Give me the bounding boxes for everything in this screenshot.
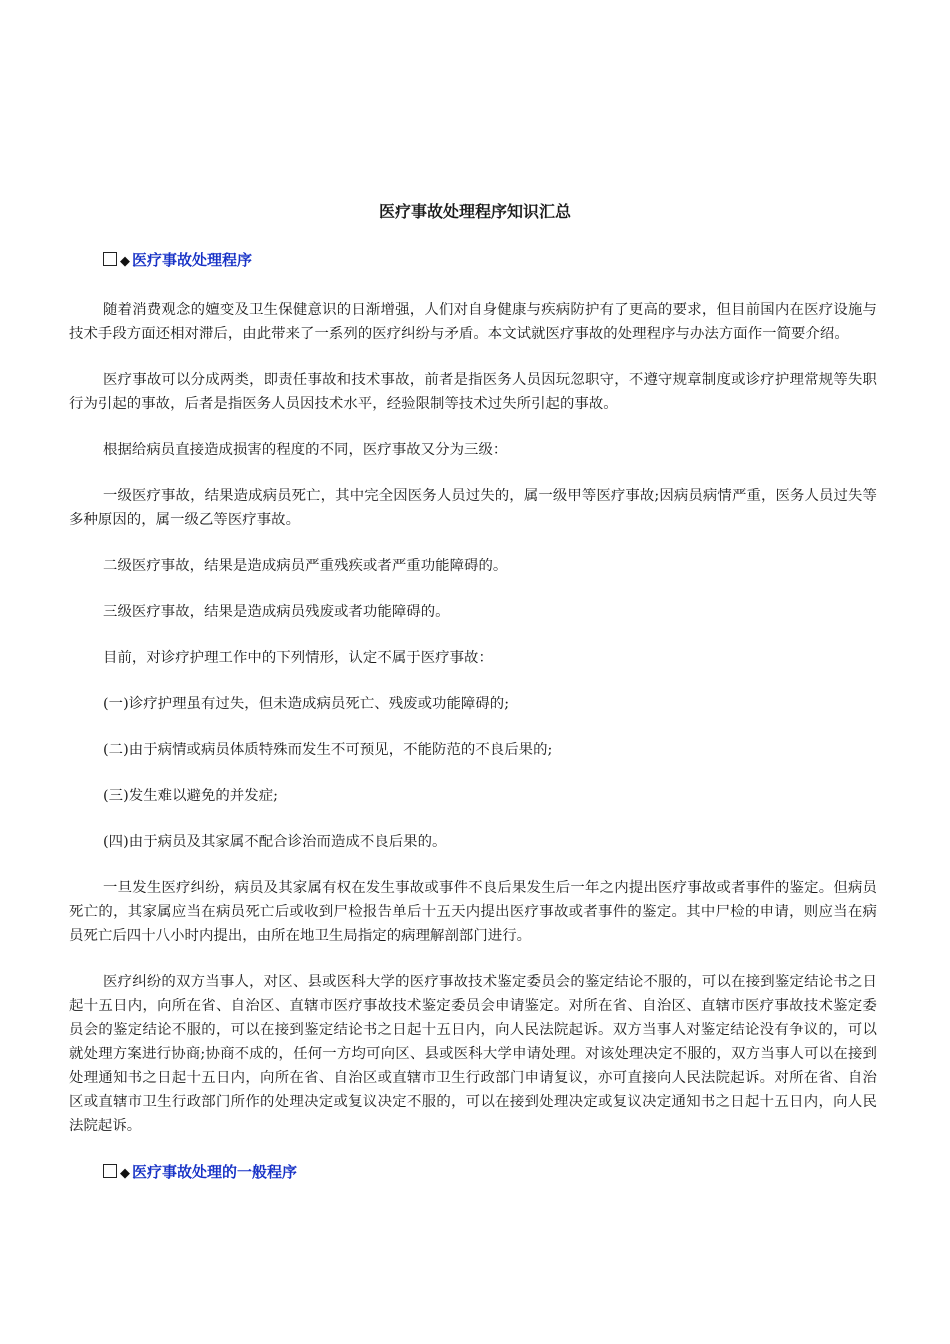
- section-heading-link[interactable]: 医疗事故处理程序: [132, 251, 253, 269]
- checkbox-square-icon: [103, 252, 117, 266]
- diamond-bullet-icon: ◆: [120, 254, 130, 269]
- paragraph: 随着消费观念的嬗变及卫生保健意识的日渐增强，人们对自身健康与疾病防护有了更高的要求，但目前国内在医疗设施与技术手段方面还相对滞后，由此带来了一系列的医疗纠纷与矛盾。本文试就医疗事故的处理程序与办法方面作一简要介绍。: [69, 302, 877, 342]
- paragraph: 一旦发生医疗纠纷，病员及其家属有权在发生事故或事件不良后果发生后一年之内提出医疗事故或者事件的鉴定。但病员死亡的，其家属应当在病员死亡后或收到尸检报告单后十五天内提出医疗事故或者事件的鉴定。其中尸检的申请，则应当在病员死亡后四十八小时内提出，由所在地卫生局指定的病理解剖部门进行。: [69, 880, 877, 944]
- section-heading: [69, 1160, 877, 1186]
- checkbox-square-icon: [103, 1164, 117, 1178]
- paragraph: 目前，对诊疗护理工作中的下列情形，认定不属于医疗事故：: [103, 650, 493, 666]
- diamond-bullet-icon: ◆: [120, 1166, 130, 1181]
- paragraph: 二级医疗事故，结果是造成病员严重残疾或者严重功能障碍的。: [103, 558, 508, 574]
- paragraph: 医疗纠纷的双方当事人，对区、县或医科大学的医疗事故技术鉴定委员会的鉴定结论不服的，可以在接到鉴定结论书之日起十五日内，向所在省、自治区、直辖市医疗事故技术鉴定委员会申请鉴定。对所在省、自治区、直辖市医疗事故技术鉴定委员会的鉴定结论不服的，可以在接到鉴定结论书之日起十五日内，向人民法院起诉。双方当事人对鉴定结论没有争议的，可以就处理方案进行协商;协商不成的，任何一方均可向区、县或医科大学申请处理。对该处理决定不服的，双方当事人可以在接到处理通知书之日起十五日内，向所在省、自治区或直辖市卫生行政部门申请复议，亦可直接向人民法院起诉。对所在省、自治区或直辖市卫生行政部门所作的处理决定或复议决定不服的，可以在接到处理决定或复议决定通知书之日起十五日内，向人民法院起诉。: [69, 974, 877, 1134]
- list-item: (四)由于病员及其家属不配合诊治而造成不良后果的。: [103, 834, 447, 850]
- document-body: [69, 248, 877, 1210]
- paragraph: 一级医疗事故，结果造成病员死亡，其中完全因医务人员过失的，属一级甲等医疗事故;因病员病情严重，医务人员过失等多种原因的，属一级乙等医疗事故。: [69, 488, 877, 528]
- document-title: 医疗事故处理程序知识汇总: [378, 202, 571, 221]
- paragraph: 三级医疗事故，结果是造成病员残废或者功能障碍的。: [103, 604, 450, 620]
- list-item: (三)发生难以避免的并发症;: [103, 788, 279, 804]
- section-heading-link[interactable]: 医疗事故处理的一般程序: [132, 1163, 298, 1181]
- paragraph: 根据给病员直接造成损害的程度的不同，医疗事故又分为三级：: [103, 442, 508, 458]
- section-heading: [69, 248, 877, 274]
- list-item: (二)由于病情或病员体质特殊而发生不可预见，不能防范的不良后果的;: [103, 742, 553, 758]
- list-item: (一)诊疗护理虽有过失，但未造成病员死亡、残废或功能障碍的;: [103, 696, 510, 712]
- paragraph: 医疗事故可以分成两类，即责任事故和技术事故，前者是指医务人员因玩忽职守，不遵守规章制度或诊疗护理常规等失职行为引起的事故，后者是指医务人员因技术水平，经验限制等技术过失所引起的事故。: [69, 372, 877, 412]
